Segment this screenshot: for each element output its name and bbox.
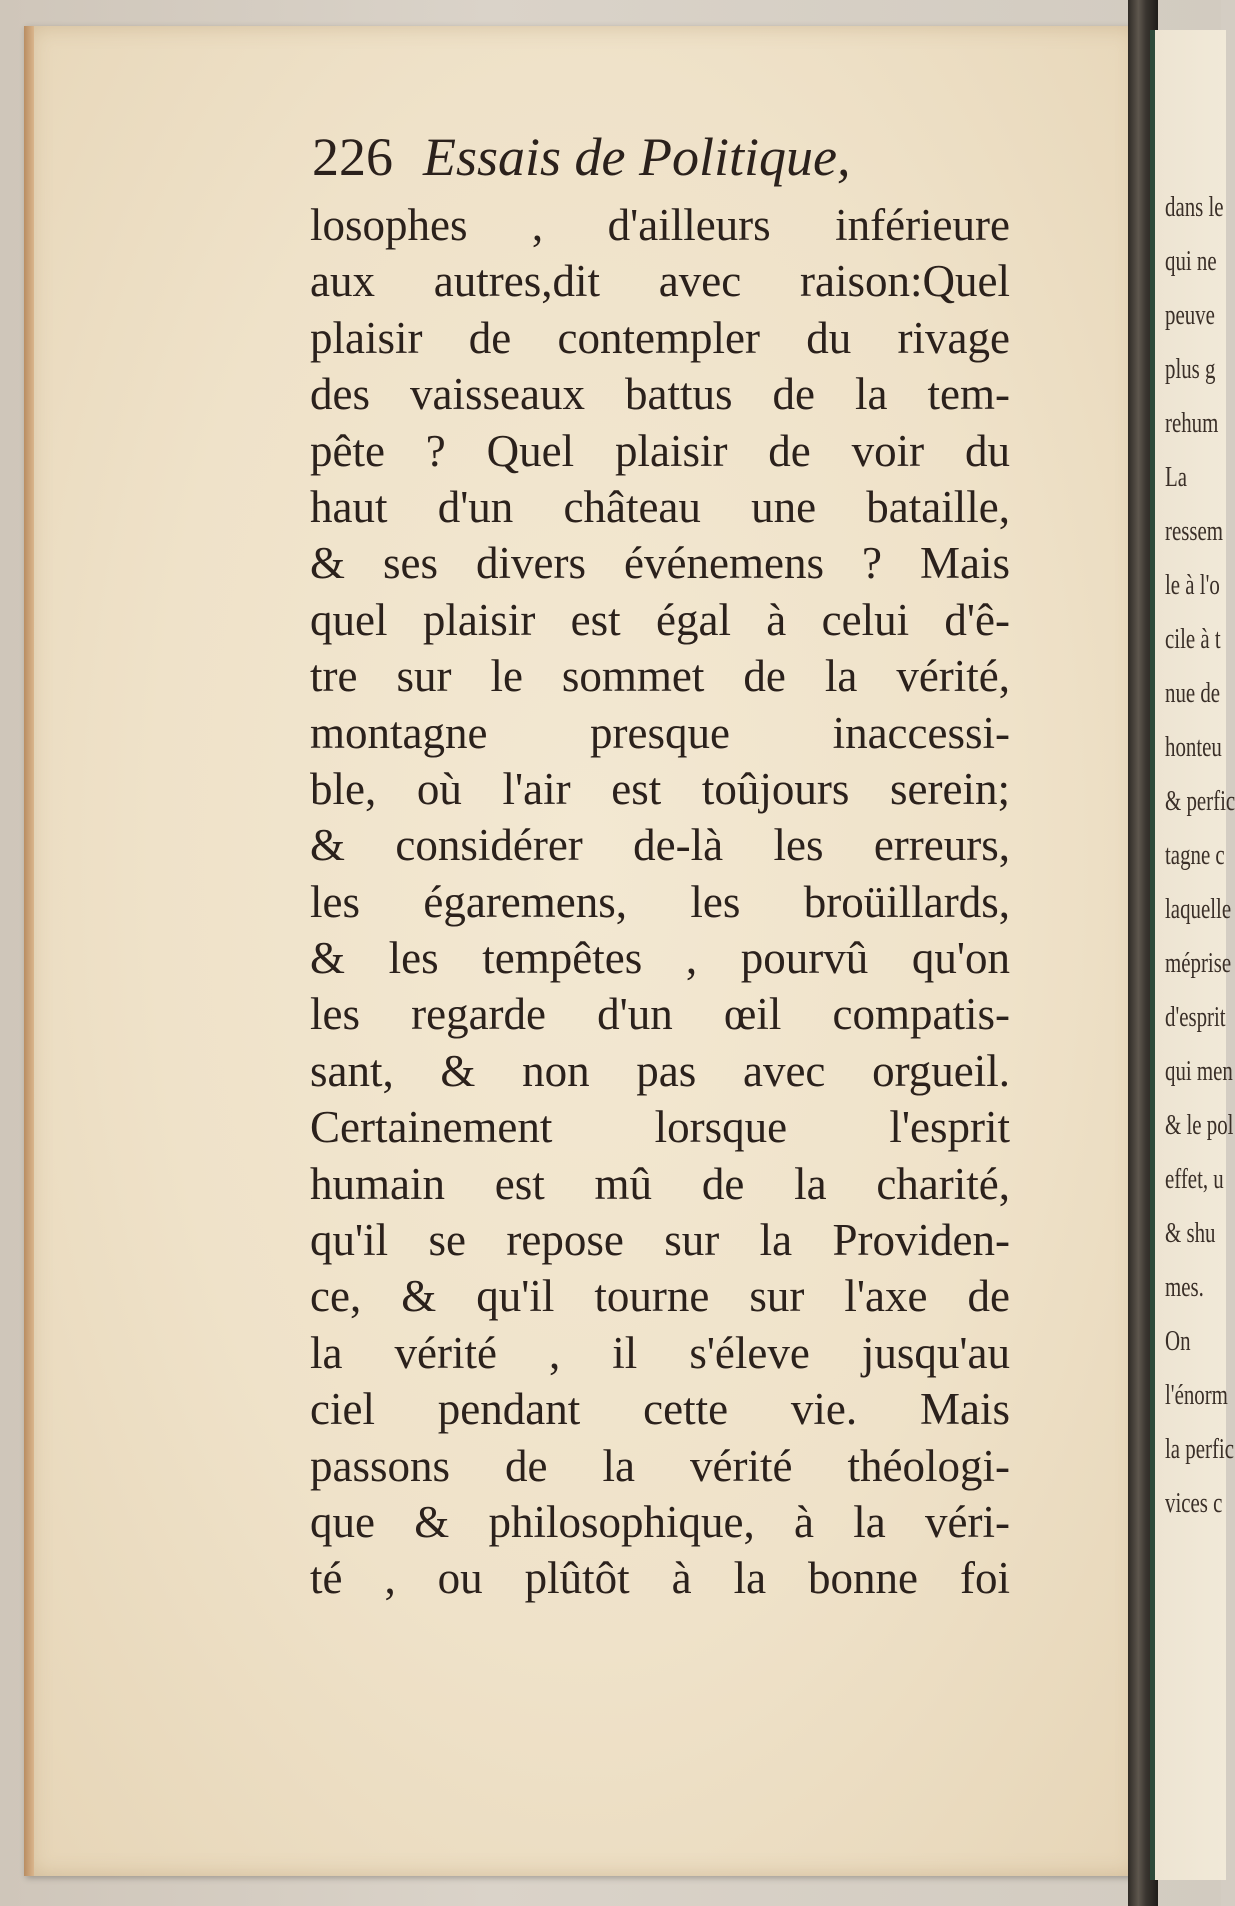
body-text — [310, 197, 1010, 1607]
facing-line: qui men — [1165, 1055, 1233, 1087]
text-line: passons de la vérité théologi- — [310, 1440, 1010, 1491]
text-line: que & philosophique, à la véri- — [310, 1496, 1010, 1547]
facing-page-text — [1165, 180, 1235, 1530]
text-line: sant, & non pas avec orgueil. — [310, 1045, 1010, 1096]
text-line: té , ou plûtôt à la bonne foi — [310, 1553, 1010, 1604]
facing-line: vices c — [1165, 1487, 1223, 1519]
text-line: la vérité , il s'éleve jusqu'au — [310, 1327, 1010, 1378]
text-line: montagne presque inaccessi- — [310, 707, 1010, 758]
text-line: ble, où l'air est toûjours serein; — [310, 763, 1010, 814]
page-header — [312, 126, 850, 188]
facing-line: le à l'o — [1165, 569, 1220, 601]
facing-line: plus g — [1165, 353, 1216, 385]
facing-line: La — [1165, 461, 1188, 493]
facing-line: & le pol — [1165, 1109, 1234, 1141]
facing-line: la perfic — [1165, 1433, 1234, 1465]
facing-line: nue de — [1165, 677, 1221, 709]
facing-line: & shu — [1165, 1217, 1216, 1249]
text-line: aux autres,dit avec raison:Quel — [310, 256, 1010, 307]
facing-line: qui ne — [1165, 245, 1217, 277]
facing-line: cile à t — [1165, 623, 1221, 655]
text-line: ce, & qu'il tourne sur l'axe de — [310, 1271, 1010, 1322]
text-line: Certainement lorsque l'esprit — [310, 1102, 1010, 1153]
text-line: ciel pendant cette vie. Mais — [310, 1384, 1010, 1435]
facing-line: On — [1165, 1325, 1191, 1357]
text-line: qu'il se repose sur la Providen- — [310, 1215, 1010, 1266]
text-line: tre sur le sommet de la vérité, — [310, 651, 1010, 702]
facing-line: laquelle — [1165, 893, 1232, 925]
running-title: Essais de Politique, — [423, 127, 851, 187]
facing-line: peuve — [1165, 299, 1215, 331]
text-line: humain est mû de la charité, — [310, 1158, 1010, 1209]
facing-line: méprise — [1165, 947, 1232, 979]
facing-line: l'énorm — [1165, 1379, 1228, 1411]
facing-line: honteu — [1165, 731, 1222, 763]
text-line: losophes , d'ailleurs inférieure — [310, 200, 1010, 250]
text-line: plaisir de contempler du rivage — [310, 312, 1010, 363]
facing-line: effet, u — [1165, 1163, 1224, 1195]
facing-line: d'esprit — [1165, 1001, 1226, 1033]
text-line: les regarde d'un œil compatis- — [310, 989, 1010, 1040]
text-line: les égaremens, les broüillards, — [310, 876, 1010, 927]
text-line: & considérer de-là les erreurs, — [310, 820, 1010, 871]
text-line: haut d'un château une bataille, — [310, 481, 1010, 532]
text-line: & les tempêtes , pourvû qu'on — [310, 933, 1010, 984]
facing-line: rehum — [1165, 407, 1219, 439]
facing-page — [1150, 30, 1235, 1880]
facing-line: ressem — [1165, 515, 1223, 547]
facing-line: tagne c — [1165, 839, 1225, 871]
text-line: & ses divers événemens ? Mais — [310, 538, 1010, 589]
page-number: 226 — [312, 127, 393, 187]
text-line: quel plaisir est égal à celui d'ê- — [310, 594, 1010, 645]
text-line: pête ? Quel plaisir de voir du — [310, 425, 1010, 476]
text-line: des vaisseaux battus de la tem- — [310, 369, 1010, 420]
facing-line: & perfic — [1165, 785, 1235, 817]
facing-line: dans le — [1165, 191, 1224, 223]
facing-line: mes. — [1165, 1271, 1204, 1303]
